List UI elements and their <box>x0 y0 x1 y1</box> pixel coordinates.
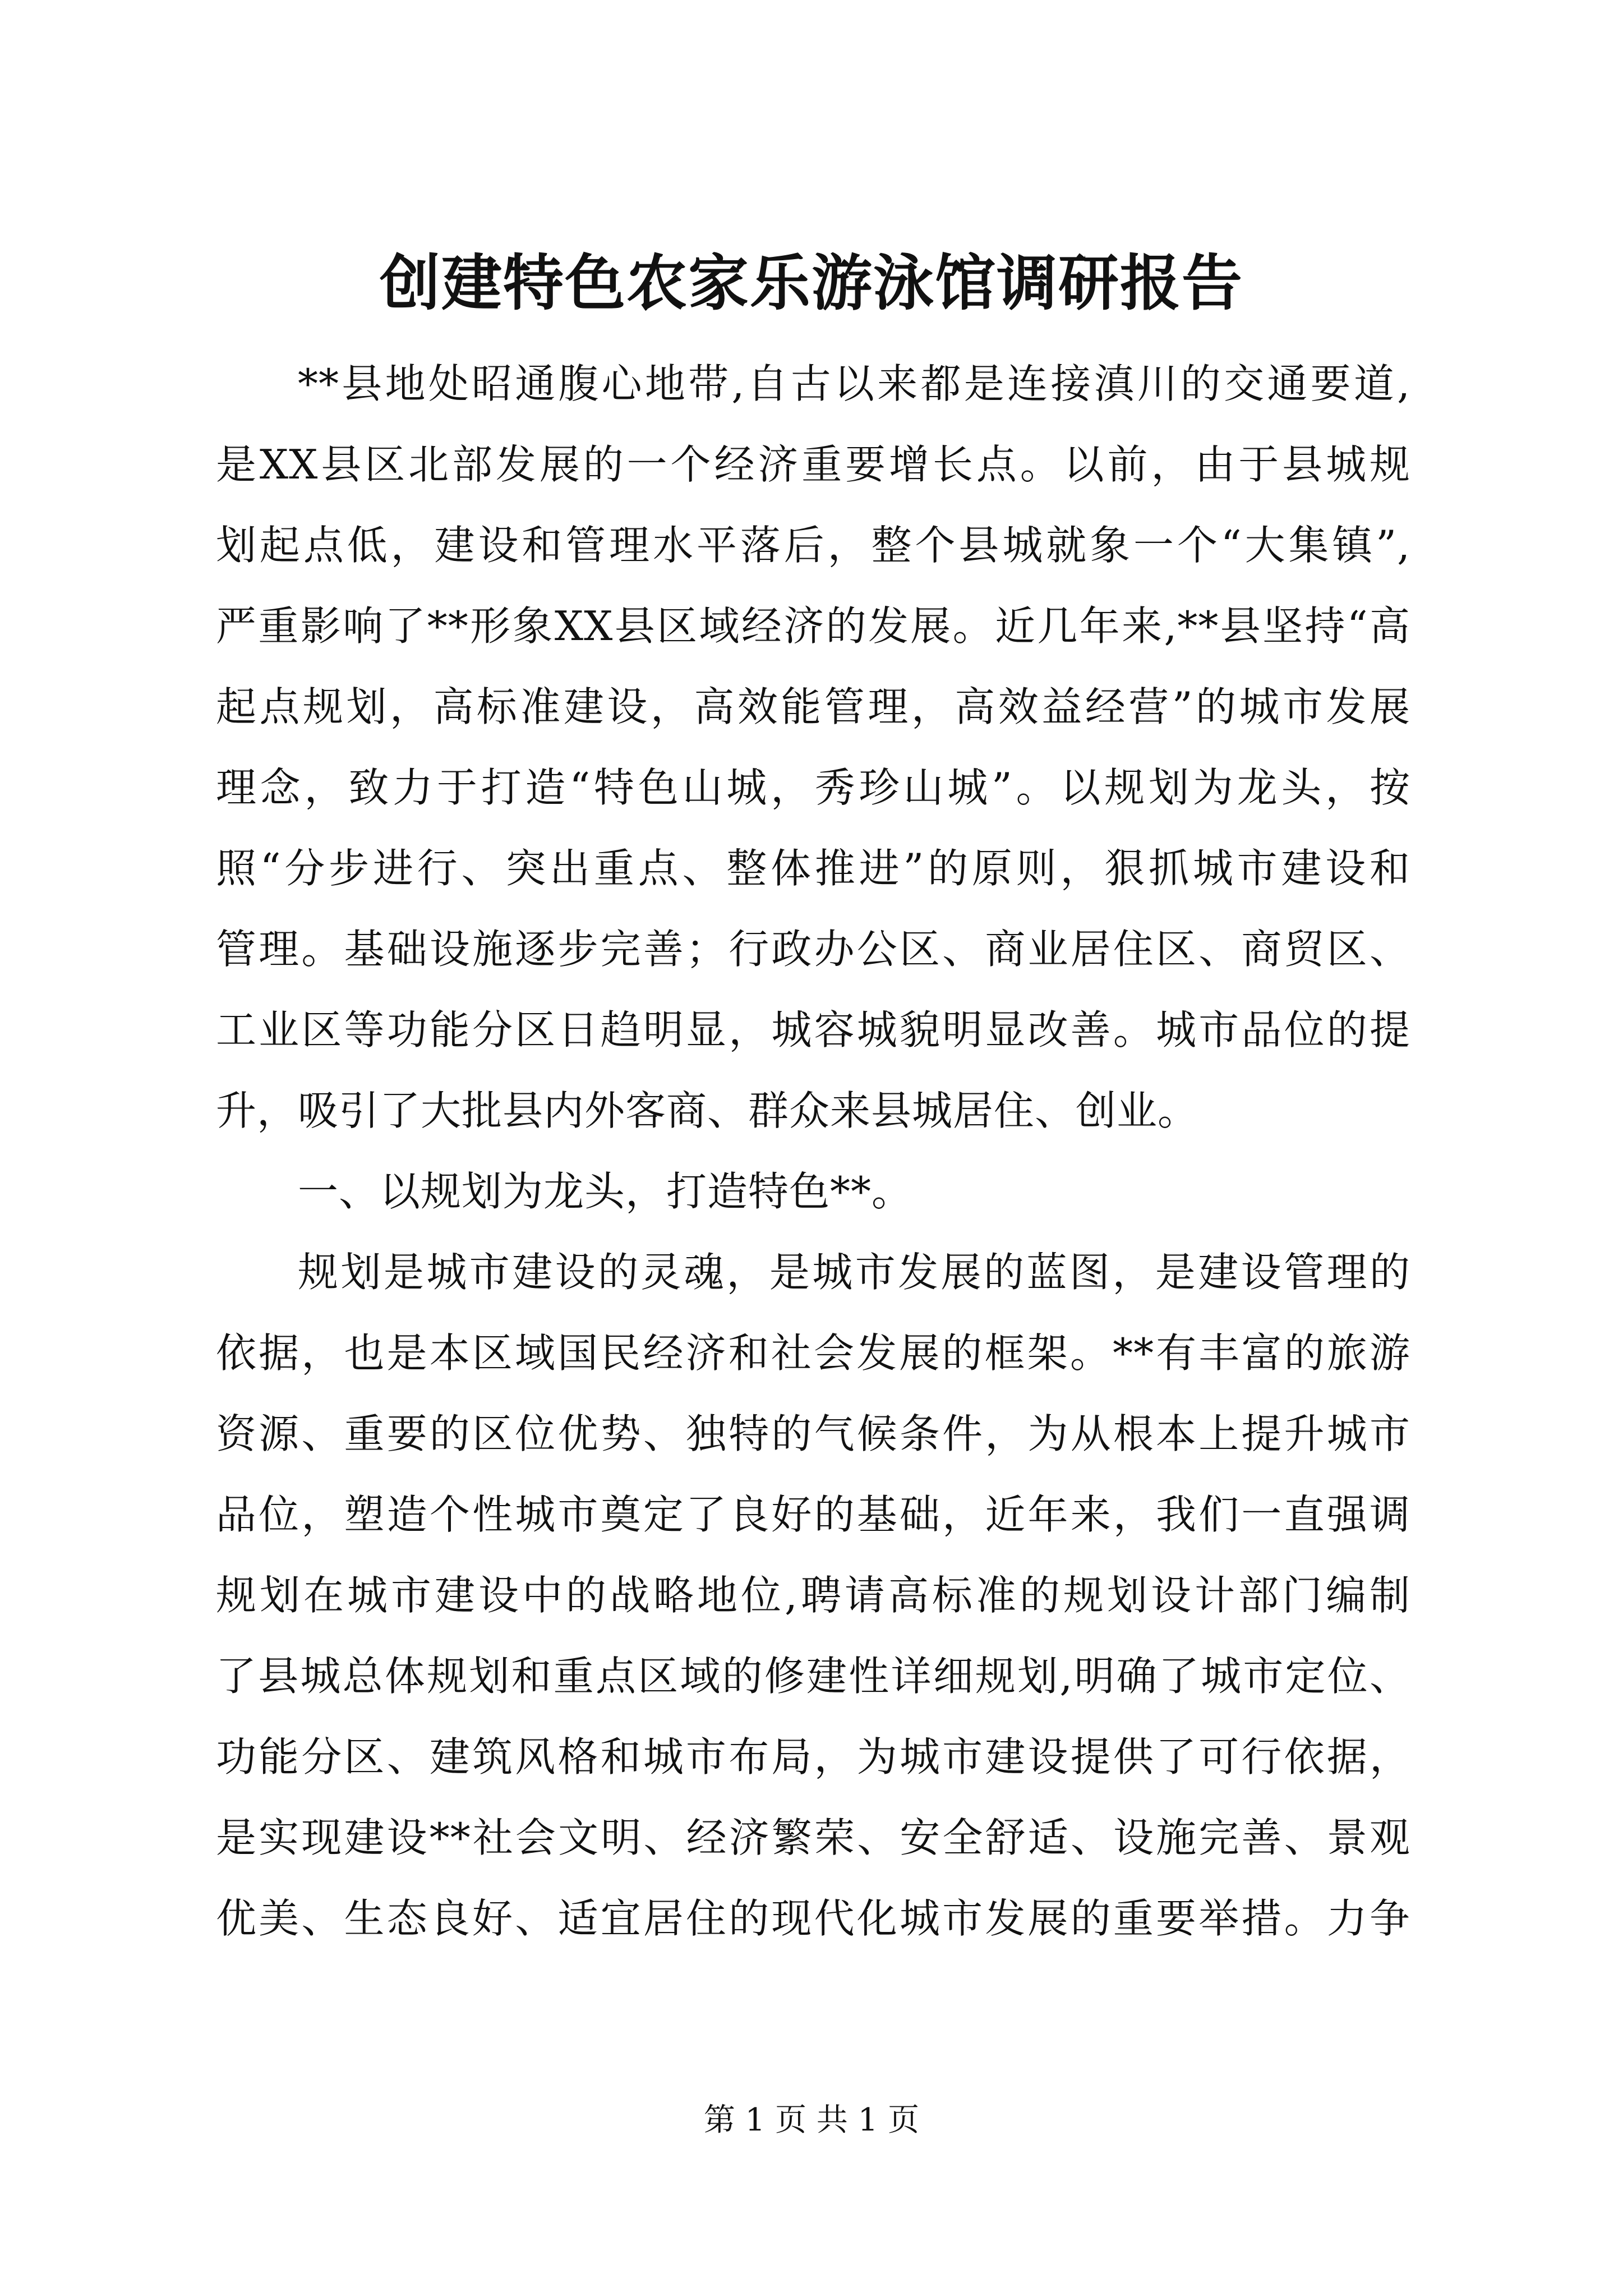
paragraph-line: 品位，塑造个性城市奠定了良好的基础，近年来，我们一直强调 <box>216 1491 1410 1538</box>
paragraph-line: 工业区等功能分区日趋明显，城容城貌明显改善。城市品位的提 <box>216 1006 1410 1053</box>
paragraph-line: 是实现建设**社会文明、经济繁荣、安全舒适、设施完善、景观 <box>216 1814 1410 1861</box>
paragraph-line: 起点规划，高标准建设，高效能管理，高效益经营”的城市发展 <box>216 683 1410 730</box>
paragraph-line: 严重影响了**形象XX县区域经济的发展。近几年来,**县坚持“高 <box>216 602 1410 650</box>
paragraph-line: 规划是城市建设的灵魂，是城市发展的蓝图，是建设管理的 <box>298 1249 1410 1296</box>
paragraph-line: 理念，致力于打造“特色山城，秀珍山城”。以规划为龙头，按 <box>216 764 1410 811</box>
paragraph-line: 依据，也是本区域国民经济和社会发展的框架。**有丰富的旅游 <box>216 1329 1410 1377</box>
paragraph-line: 是XX县区北部发展的一个经济重要增长点。以前，由于县城规 <box>216 441 1410 488</box>
section-heading: 一、以规划为龙头，打造特色**。 <box>298 1168 913 1215</box>
paragraph-line: 划起点低，建设和管理水平落后，整个县城就象一个“大集镇”, <box>216 522 1410 569</box>
paragraph-line: 照“分步进行、突出重点、整体推进”的原则，狠抓城市建设和 <box>216 845 1410 892</box>
document-title: 创建特色农家乐游泳馆调研报告 <box>379 248 1243 319</box>
paragraph-line: 了县城总体规划和重点区域的修建性详细规划,明确了城市定位、 <box>216 1653 1410 1700</box>
document-body <box>216 343 1410 1959</box>
page-footer: 第 1 页 共 1 页 <box>703 2102 920 2138</box>
paragraph-line: 升，吸引了大批县内外客商、群众来县城居住、创业。 <box>216 1087 1199 1134</box>
paragraph-line: 规划在城市建设中的战略地位,聘请高标准的规划设计部门编制 <box>216 1572 1410 1619</box>
paragraph-line: 管理。基础设施逐步完善；行政办公区、商业居住区、商贸区、 <box>216 926 1410 973</box>
paragraph-line: 功能分区、建筑风格和城市布局，为城市建设提供了可行依据， <box>216 1733 1410 1780</box>
paragraph-line: 优美、生态良好、适宜居住的现代化城市发展的重要举措。力争 <box>216 1895 1410 1942</box>
paragraph-line: **县地处昭通腹心地带,自古以来都是连接滇川的交通要道, <box>298 360 1410 407</box>
paragraph-line: 资源、重要的区位优势、独特的气候条件，为从根本上提升城市 <box>216 1410 1410 1457</box>
